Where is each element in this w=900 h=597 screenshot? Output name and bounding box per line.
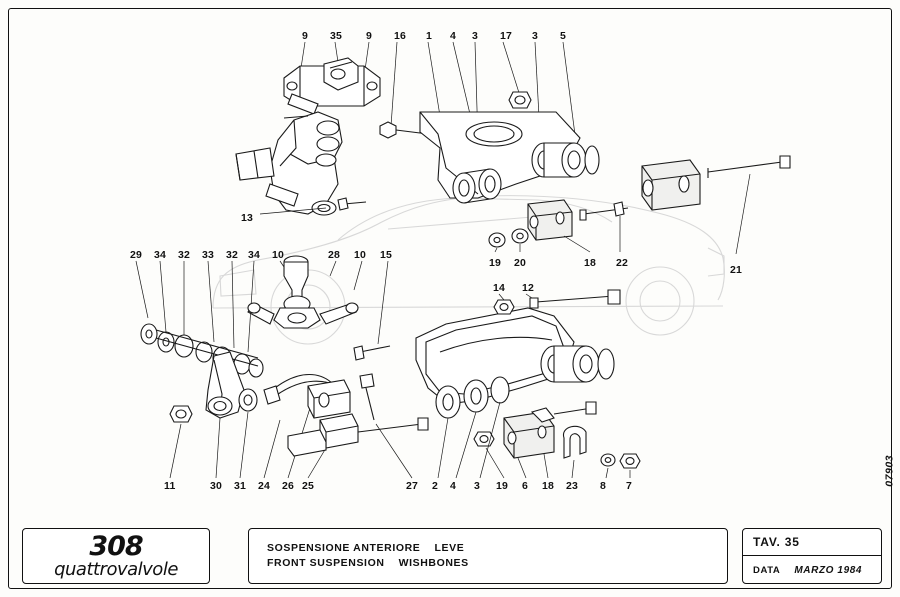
antiroll-link-assembly bbox=[141, 324, 263, 422]
anti-roll-bar bbox=[264, 375, 428, 457]
right-mount-bracket-21 bbox=[642, 160, 700, 210]
callout-label: 9 bbox=[366, 30, 373, 42]
sheet-code: 07903 bbox=[884, 455, 896, 487]
callout-label: 3 bbox=[532, 30, 539, 42]
description-box bbox=[248, 528, 728, 584]
callout-label: 17 bbox=[500, 30, 513, 42]
callout-label: 4 bbox=[450, 30, 457, 42]
date-row bbox=[743, 556, 881, 584]
washer-19 bbox=[489, 233, 505, 247]
callout-label: 32 bbox=[178, 249, 191, 261]
callout-label: 30 bbox=[210, 480, 223, 492]
callout-label: 18 bbox=[584, 257, 597, 269]
callout-label: 16 bbox=[394, 30, 407, 42]
bolt-12 bbox=[530, 290, 620, 308]
callout-label: 5 bbox=[560, 30, 567, 42]
nut-17 bbox=[509, 92, 531, 108]
callout-label: 14 bbox=[493, 282, 506, 294]
washer-20 bbox=[512, 229, 528, 243]
callout-label: 34 bbox=[248, 249, 261, 261]
leader-14-12 bbox=[499, 294, 532, 300]
leader-27 bbox=[376, 424, 412, 478]
callout-label: 10 bbox=[354, 249, 367, 261]
long-bolt-21 bbox=[708, 156, 790, 178]
leader-21 bbox=[736, 174, 750, 254]
callout-label: 20 bbox=[514, 257, 527, 269]
callout-label: 7 bbox=[626, 480, 633, 492]
callout-label: 33 bbox=[202, 249, 215, 261]
bolt-27 bbox=[360, 374, 374, 420]
lower-wishbone bbox=[416, 308, 614, 418]
upper-wishbone-right bbox=[420, 112, 599, 203]
callout-label: 15 bbox=[380, 249, 393, 261]
callout-label: 1 bbox=[426, 30, 433, 42]
callout-label: 19 bbox=[489, 257, 502, 269]
callout-label: 24 bbox=[258, 480, 271, 492]
callout-label: 32 bbox=[226, 249, 239, 261]
leader-18-upper bbox=[564, 236, 590, 252]
callout-label: 8 bbox=[600, 480, 607, 492]
rod-upper-small bbox=[338, 198, 366, 210]
callout-label: 28 bbox=[328, 249, 341, 261]
callout-label: 3 bbox=[472, 30, 479, 42]
callout-label: 25 bbox=[302, 480, 315, 492]
callout-label: 10 bbox=[272, 249, 285, 261]
callout-label: 6 bbox=[522, 480, 529, 492]
callout-label: 9 bbox=[302, 30, 309, 42]
callout-label: 22 bbox=[616, 257, 629, 269]
diagram-area bbox=[8, 8, 892, 513]
nut-19-lower bbox=[474, 432, 494, 446]
callout-label: 34 bbox=[154, 249, 167, 261]
callout-label: 35 bbox=[330, 30, 343, 42]
callout-label: 2 bbox=[432, 480, 439, 492]
description-english: FRONT SUSPENSION WISHBONES bbox=[267, 557, 469, 569]
nut-7 bbox=[620, 454, 640, 468]
table-number: TAV. 35 bbox=[743, 529, 881, 556]
washer-8 bbox=[601, 454, 615, 466]
bolt-15 bbox=[354, 346, 390, 360]
description-italian: SOSPENSIONE ANTERIORE LEVE bbox=[267, 542, 465, 554]
callout-label: 27 bbox=[406, 480, 419, 492]
callout-label: 13 bbox=[241, 212, 254, 224]
callout-label: 29 bbox=[130, 249, 143, 261]
callout-label: 3 bbox=[474, 480, 481, 492]
model-name: quattrovalvole bbox=[54, 559, 178, 580]
date-value: MARZO 1984 bbox=[794, 564, 863, 576]
front-upright-knuckle bbox=[236, 112, 342, 215]
callout-label: 23 bbox=[566, 480, 579, 492]
callout-label: 21 bbox=[730, 264, 743, 276]
date-label: DATA bbox=[753, 564, 781, 576]
callout-label: 18 bbox=[542, 480, 555, 492]
model-logo-box bbox=[22, 528, 210, 584]
bracket-18-upper bbox=[528, 200, 572, 240]
callout-label: 11 bbox=[164, 480, 176, 492]
callout-label: 12 bbox=[522, 282, 535, 294]
callout-label: 4 bbox=[450, 480, 457, 492]
clamp-23 bbox=[563, 426, 586, 458]
callout-label: 19 bbox=[496, 480, 509, 492]
callout-label: 26 bbox=[282, 480, 295, 492]
table-number-box bbox=[742, 528, 882, 584]
nut-14 bbox=[494, 300, 514, 314]
callout-label: 31 bbox=[234, 480, 247, 492]
model-number: 308 bbox=[89, 531, 143, 562]
